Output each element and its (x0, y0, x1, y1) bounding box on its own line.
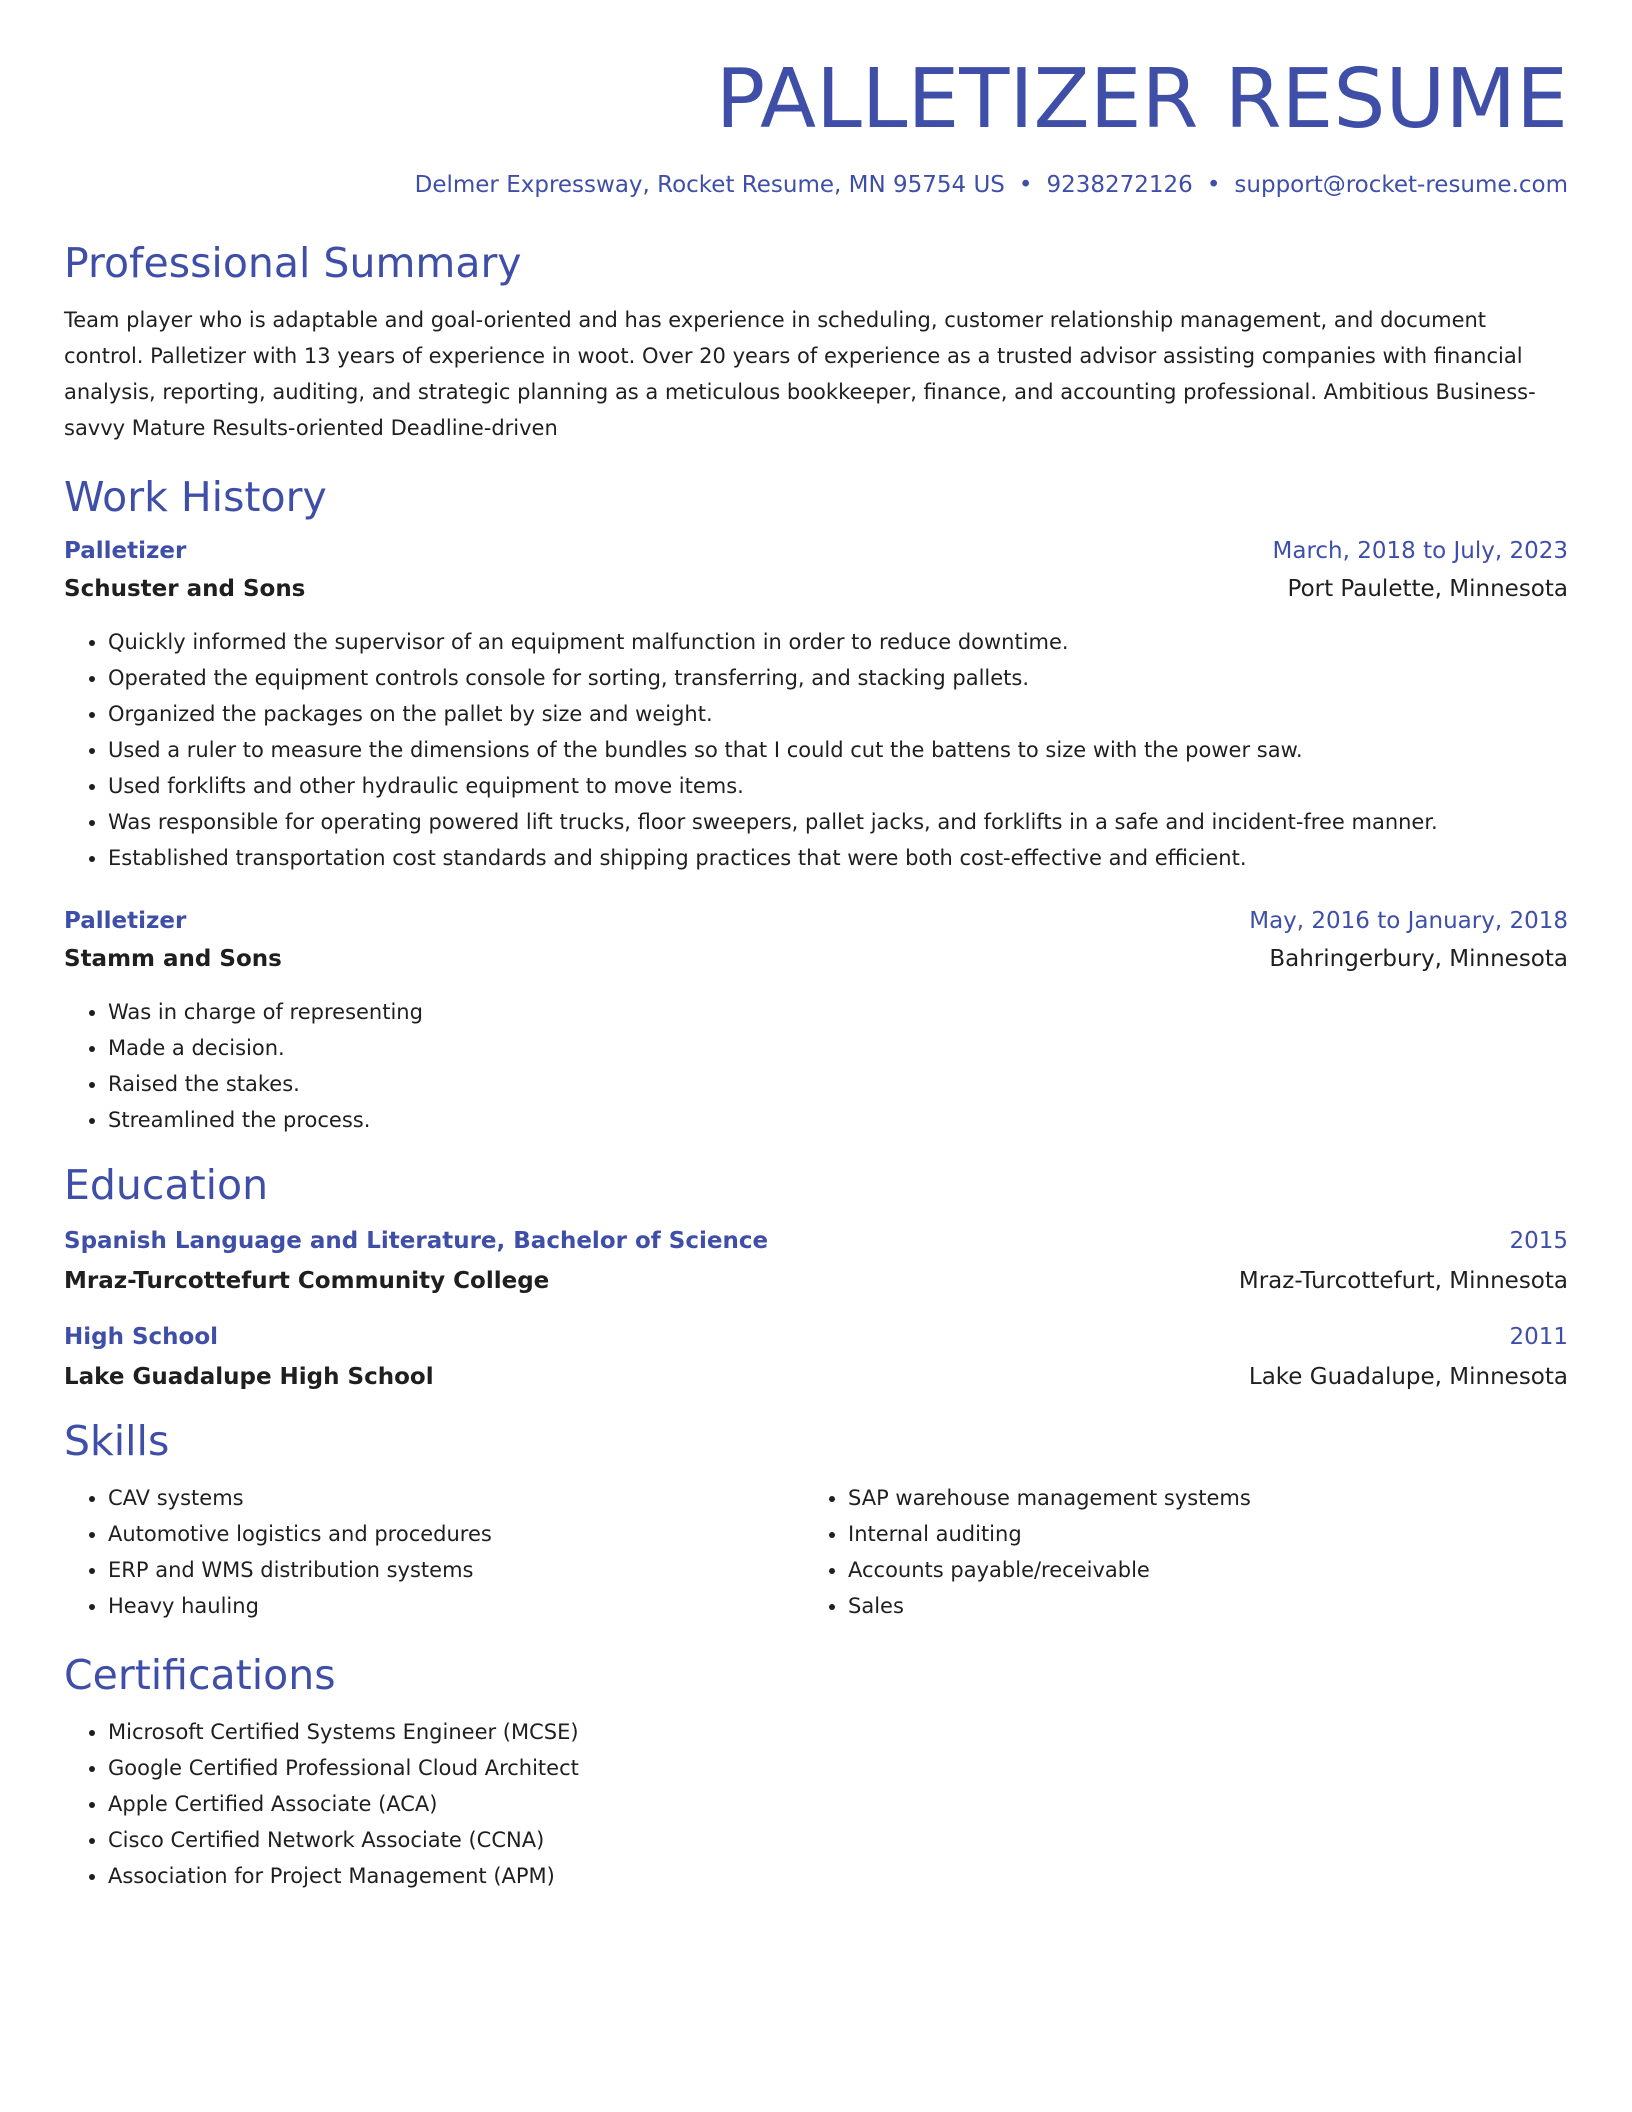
job-location: Bahringerbury, Minnesota (1269, 946, 1568, 972)
contact-email[interactable]: support@rocket-resume.com (1234, 172, 1568, 198)
contact-separator: • (1206, 172, 1221, 198)
skills-list-right (804, 1480, 1544, 1624)
list-item: • Established transportation cost standards and shipping practices that were both cost-effective and efficient. (108, 840, 1568, 876)
education-entry-subheader (64, 1266, 1568, 1296)
list-item: • Used a ruler to measure the dimensions of the bundles so that I could cut the battens to size with the power saw. (108, 732, 1568, 768)
contact-address: Delmer Expressway, Rocket Resume, MN 95754 US (414, 172, 1005, 198)
education-location: Mraz-Turcottefurt, Minnesota (1238, 1268, 1568, 1294)
list-item: • SAP warehouse management systems (848, 1480, 1544, 1516)
list-item: • Microsoft Certified Systems Engineer (MCSE) (108, 1714, 1568, 1750)
list-item: • Association for Project Management (APM) (108, 1858, 1568, 1894)
job-duties-list (64, 994, 1568, 1138)
job-location: Port Paulette, Minnesota (1287, 576, 1568, 602)
list-item: • Organized the packages on the pallet by size and weight. (108, 696, 1568, 732)
skills-column-left (64, 1480, 804, 1624)
education-entry (64, 1322, 1568, 1392)
contact-separator: • (1018, 172, 1033, 198)
skills-column-right (804, 1480, 1544, 1624)
list-item: • Was responsible for operating powered lift trucks, floor sweepers, pallet jacks, and forklifts in a safe and incident-free manner. (108, 804, 1568, 840)
list-item: • Made a decision. (108, 1030, 1568, 1066)
section-title-skills: Skills (64, 1417, 170, 1465)
education-school: Lake Guadalupe High School (64, 1364, 434, 1390)
education-entry (64, 1226, 1568, 1296)
skills-list-left (64, 1480, 804, 1624)
education-degree: High School (64, 1324, 219, 1350)
skills-columns (64, 1480, 1568, 1624)
list-item: • Google Certified Professional Cloud Architect (108, 1750, 1568, 1786)
job-company: Stamm and Sons (64, 946, 282, 972)
education-school: Mraz-Turcottefurt Community College (64, 1268, 550, 1294)
list-item: • CAV systems (108, 1480, 804, 1516)
list-item: • ERP and WMS distribution systems (108, 1552, 804, 1588)
education-entry-subheader (64, 1362, 1568, 1392)
education-year: 2015 (1509, 1228, 1568, 1254)
work-entry (64, 906, 1568, 1138)
section-title-summary: Professional Summary (64, 239, 522, 287)
list-item: • Heavy hauling (108, 1588, 804, 1624)
certifications-list (64, 1714, 1568, 1894)
summary-text: Team player who is adaptable and goal-oriented and has experience in scheduling, customer relationship management, and document control. Palletizer with 13 years of experience in woot. Over 20 years of experience as a trusted advisor assisting companies with financial analysis, reporting, auditing, and strategic planning as a meticulous bookkeeper, finance, and accounting professional. Ambitious Business-savvy Mature Results-oriented Deadline-driven (64, 308, 1536, 440)
list-item: • Accounts payable/receivable (848, 1552, 1544, 1588)
job-role: Palletizer (64, 538, 187, 564)
job-dates: March, 2018 to July, 2023 (1272, 538, 1568, 564)
work-entry-header (64, 536, 1568, 566)
job-dates: May, 2016 to January, 2018 (1249, 908, 1568, 934)
education-degree: Spanish Language and Literature, Bachelor of Science (64, 1228, 769, 1254)
job-duties-list (64, 624, 1568, 876)
work-entry-header (64, 906, 1568, 936)
list-item: • Used forklifts and other hydraulic equipment to move items. (108, 768, 1568, 804)
job-company: Schuster and Sons (64, 576, 306, 602)
section-title-education: Education (64, 1161, 269, 1209)
education-year: 2011 (1509, 1324, 1568, 1350)
contact-line (64, 170, 1568, 200)
work-entry-subheader (64, 944, 1568, 974)
list-item: • Automotive logistics and procedures (108, 1516, 804, 1552)
job-role: Palletizer (64, 908, 187, 934)
list-item: • Quickly informed the supervisor of an equipment malfunction in order to reduce downtime. (108, 624, 1568, 660)
education-location: Lake Guadalupe, Minnesota (1248, 1364, 1568, 1390)
list-item: • Sales (848, 1588, 1544, 1624)
list-item: • Apple Certified Associate (ACA) (108, 1786, 1568, 1822)
list-item: • Raised the stakes. (108, 1066, 1568, 1102)
list-item: • Was in charge of representing (108, 994, 1568, 1030)
work-entry (64, 536, 1568, 876)
list-item: • Internal auditing (848, 1516, 1544, 1552)
list-item: • Operated the equipment controls console for sorting, transferring, and stacking pallets. (108, 660, 1568, 696)
contact-phone: 9238272126 (1046, 172, 1193, 198)
list-item: • Streamlined the process. (108, 1102, 1568, 1138)
section-title-work-history: Work History (64, 473, 327, 521)
section-title-certifications: Certifications (64, 1651, 336, 1699)
resume-name: PALLETIZER RESUME (715, 52, 1568, 147)
education-entry-header (64, 1322, 1568, 1352)
work-entry-subheader (64, 574, 1568, 604)
education-entry-header (64, 1226, 1568, 1256)
list-item: • Cisco Certified Network Associate (CCNA) (108, 1822, 1568, 1858)
